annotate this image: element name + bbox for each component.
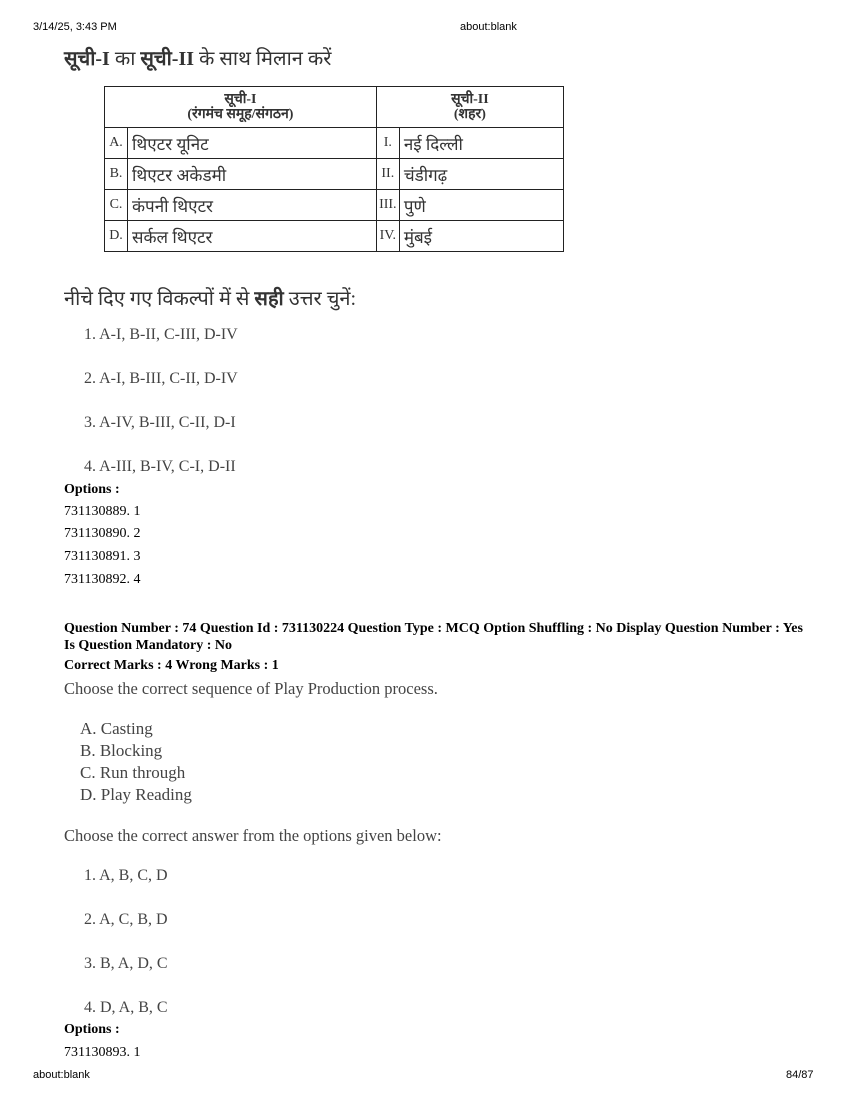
col1-header xyxy=(105,87,377,128)
q1-instruction-c: उत्तर चुनें: xyxy=(283,288,357,310)
q2-marks-text: Correct Marks : 4 Wrong Marks : 1 xyxy=(64,658,279,673)
q1-title-end: के साथ मिलान करें xyxy=(194,48,332,70)
q2-item-b: B. Blocking xyxy=(80,741,163,760)
q2-choice-3: 3. B, A, D, C xyxy=(84,955,168,972)
row-key-left: A. xyxy=(105,128,128,159)
q1-instruction-a: नीचे दिए गए विकल्पों में से xyxy=(64,288,255,310)
q1-option-id-2: 731130890. 2 xyxy=(64,526,141,541)
q1-title xyxy=(64,44,331,71)
q1-title-list1: सूची-I xyxy=(64,48,110,70)
q2-choice-2: 2. A, C, B, D xyxy=(84,911,168,928)
q1-instruction xyxy=(64,284,356,311)
row-key-right: II. xyxy=(376,159,399,190)
col1-sub: (रंगमंच समूह/संगठन) xyxy=(187,107,294,122)
row-key-right: III. xyxy=(376,190,399,221)
q2-options-label xyxy=(64,1022,120,1038)
row-key-right: IV. xyxy=(376,221,399,252)
header-datetime: 3/14/25, 3:43 PM xyxy=(33,21,117,33)
col2-header xyxy=(376,87,563,128)
row-value-right: नई दिल्ली xyxy=(399,128,563,159)
q2-options-label-text: Options : xyxy=(64,1022,120,1037)
q2-item-d: D. Play Reading xyxy=(80,785,192,804)
q1-choice-4: 4. A-III, B-IV, C-I, D-II xyxy=(84,458,236,475)
q1-choice-2: 2. A-I, B-III, C-II, D-IV xyxy=(84,370,238,387)
q1-options-label xyxy=(64,482,120,498)
q1-option-id-1: 731130889. 1 xyxy=(64,504,141,519)
q1-choice-1: 1. A-I, B-II, C-III, D-IV xyxy=(84,326,238,343)
q1-option-id-4: 731130892. 4 xyxy=(64,572,141,587)
q2-item-c: C. Run through xyxy=(80,763,186,782)
q2-marks xyxy=(64,658,279,674)
header-url: about:blank xyxy=(460,21,517,33)
q2-question-text: Choose the correct sequence of Play Production process. xyxy=(64,679,438,698)
row-value-left: थिएटर अकेडमी xyxy=(128,159,377,190)
match-table xyxy=(104,86,564,252)
row-value-right: चंडीगढ़ xyxy=(399,159,563,190)
row-value-left: सर्कल थिएटर xyxy=(128,221,377,252)
q1-choice-3: 3. A-IV, B-III, C-II, D-I xyxy=(84,414,236,431)
q2-choice-1: 1. A, B, C, D xyxy=(84,867,168,884)
q2-instruction: Choose the correct answer from the options given below: xyxy=(64,826,442,845)
row-value-left: कंपनी थिएटर xyxy=(128,190,377,221)
table-row xyxy=(105,159,564,190)
row-value-left: थिएटर यूनिट xyxy=(128,128,377,159)
row-key-left: D. xyxy=(105,221,128,252)
q2-header: Question Number : 74 Question Id : 731130224 Question Type : MCQ Option Shuffling : No Display Question Number : Yes Is Question Mandatory : No xyxy=(64,621,803,653)
table-row xyxy=(105,190,564,221)
q2-option-id-1: 731130893. 1 xyxy=(64,1045,141,1060)
q1-title-list2: सूची-II xyxy=(140,48,195,70)
q2-choice-4: 4. D, A, B, C xyxy=(84,999,168,1016)
row-key-left: B. xyxy=(105,159,128,190)
q1-instruction-b: सही xyxy=(254,288,284,310)
q1-title-mid: का xyxy=(109,48,141,70)
row-key-left: C. xyxy=(105,190,128,221)
col2-sub: (शहर) xyxy=(453,107,486,122)
col2-head: सूची-II xyxy=(451,92,489,107)
row-value-right: मुंबई xyxy=(399,221,563,252)
row-value-right: पुणे xyxy=(399,190,563,221)
q2-item-a: A. Casting xyxy=(80,719,153,738)
table-row xyxy=(105,128,564,159)
q1-options-label-text: Options : xyxy=(64,482,120,497)
match-table-header xyxy=(105,87,564,128)
col1-head: सूची-I xyxy=(224,92,257,107)
row-key-right: I. xyxy=(376,128,399,159)
q1-option-id-3: 731130891. 3 xyxy=(64,549,141,564)
table-row xyxy=(105,221,564,252)
footer-page-number: 84/87 xyxy=(786,1069,814,1081)
footer-url: about:blank xyxy=(33,1069,90,1081)
